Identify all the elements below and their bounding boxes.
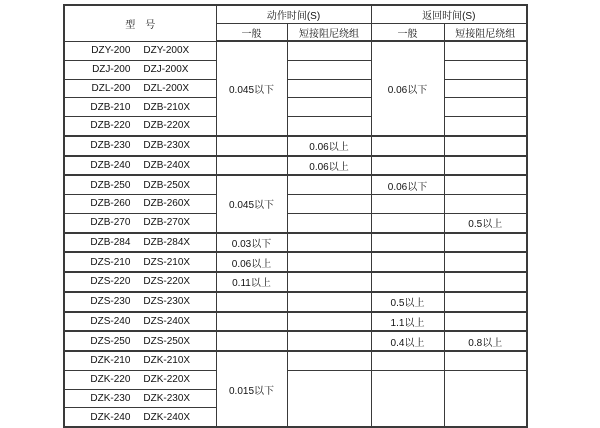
model-cell (64, 60, 216, 79)
return-damped-cell (444, 98, 527, 117)
model-name-x: DZB-230X (143, 140, 191, 152)
model-name-x: DZK-210X (143, 355, 191, 367)
header-return-time: 返回时间(S) (371, 5, 527, 24)
model-name: DZB-220 (90, 120, 131, 132)
action-damped-cell (287, 312, 371, 332)
table-row (64, 331, 527, 351)
action-general-cell (216, 292, 287, 312)
table-row (64, 195, 527, 214)
model-cell (64, 252, 216, 272)
model-name: DZB-270 (90, 217, 131, 229)
model-cell (64, 195, 216, 214)
model-name: DZK-240 (90, 411, 131, 423)
action-damped-cell (287, 233, 371, 253)
return-general-cell (371, 136, 444, 156)
return-damped-cell (444, 351, 527, 370)
model-name-x: DZY-200X (143, 45, 190, 57)
action-damped-cell: 0.06以上 (287, 156, 371, 176)
model-cell (64, 156, 216, 176)
action-damped-cell (287, 252, 371, 272)
action-general-cell: 0.11以上 (216, 272, 287, 292)
return-damped-cell (444, 272, 527, 292)
table-row (64, 213, 527, 232)
model-name-x: DZK-240X (143, 411, 191, 423)
table-row (64, 136, 527, 156)
return-damped-cell (444, 41, 527, 60)
model-name-x: DZB-210X (143, 101, 191, 113)
model-name-x: DZS-230X (143, 296, 191, 308)
model-name: DZB-230 (90, 140, 131, 152)
return-general-cell: 0.4以上 (371, 331, 444, 351)
return-damped-cell: 0.5以上 (444, 213, 527, 232)
model-name: DZB-250 (90, 179, 131, 191)
model-name-x: DZB-260X (143, 198, 191, 210)
header-return-damped: 短接阻尼绕组 (444, 24, 527, 42)
model-name-x: DZK-220X (143, 374, 191, 386)
model-cell (64, 370, 216, 389)
action-damped-cell (287, 370, 371, 427)
model-cell (64, 136, 216, 156)
model-name: DZS-230 (90, 296, 131, 308)
model-name: DZS-220 (90, 276, 131, 288)
table-row (64, 41, 527, 60)
model-cell (64, 233, 216, 253)
model-name-x: DZS-250X (143, 335, 191, 347)
action-general-cell (216, 312, 287, 332)
model-name: DZK-220 (90, 374, 131, 386)
header-return-general: 一般 (371, 24, 444, 42)
model-name: DZY-200 (91, 45, 131, 57)
return-general-cell: 0.5以上 (371, 292, 444, 312)
return-damped-cell (444, 117, 527, 136)
table-row (64, 79, 527, 98)
action-damped-cell (287, 41, 371, 60)
return-damped-cell (444, 156, 527, 176)
return-general-cell (371, 195, 444, 214)
model-name-x: DZS-220X (143, 276, 191, 288)
model-cell (64, 79, 216, 98)
return-general-cell: 0.06以下 (371, 175, 444, 194)
table-row (64, 370, 527, 389)
action-damped-cell: 0.06以上 (287, 136, 371, 156)
action-general-cell: 0.045以下 (216, 175, 287, 232)
return-damped-cell (444, 370, 527, 427)
model-name-x: DZS-240X (143, 315, 191, 327)
model-cell (64, 117, 216, 136)
model-name-x: DZL-200X (143, 82, 189, 94)
action-damped-cell (287, 79, 371, 98)
table-row (64, 60, 527, 79)
table-row (64, 233, 527, 253)
action-damped-cell (287, 272, 371, 292)
action-damped-cell (287, 98, 371, 117)
model-name: DZB-240 (90, 159, 131, 171)
return-damped-cell (444, 60, 527, 79)
return-damped-cell (444, 175, 527, 194)
model-name: DZJ-200 (92, 64, 131, 76)
header-action-general: 一般 (216, 24, 287, 42)
model-cell (64, 389, 216, 408)
return-general-cell (371, 351, 444, 370)
model-name: DZS-240 (90, 315, 131, 327)
model-name-x: DZB-250X (143, 179, 191, 191)
return-general-cell (371, 370, 444, 427)
action-damped-cell (287, 175, 371, 194)
action-damped-cell (287, 60, 371, 79)
table-row (64, 156, 527, 176)
action-general-cell: 0.015以下 (216, 351, 287, 427)
table-row (64, 272, 527, 292)
table-row (64, 98, 527, 117)
model-name-x: DZB-270X (143, 217, 191, 229)
table-row (64, 351, 527, 370)
model-cell (64, 272, 216, 292)
action-damped-cell (287, 331, 371, 351)
model-name: DZK-210 (90, 355, 131, 367)
return-general-cell (371, 233, 444, 253)
action-general-cell (216, 136, 287, 156)
return-general-cell: 0.06以下 (371, 41, 444, 136)
table-row (64, 292, 527, 312)
action-damped-cell (287, 351, 371, 370)
model-name: DZB-210 (90, 101, 131, 113)
model-cell (64, 408, 216, 427)
return-damped-cell (444, 195, 527, 214)
action-general-cell: 0.03以下 (216, 233, 287, 253)
model-name-x: DZJ-200X (143, 64, 189, 76)
model-name-x: DZB-220X (143, 120, 191, 132)
return-general-cell (371, 213, 444, 232)
model-name: DZS-210 (90, 256, 131, 268)
header-action-damped: 短接阻尼绕组 (287, 24, 371, 42)
spec-table (63, 4, 528, 428)
model-cell (64, 175, 216, 194)
return-general-cell (371, 156, 444, 176)
header-row-groups (64, 5, 527, 24)
return-general-cell (371, 252, 444, 272)
return-damped-cell (444, 233, 527, 253)
return-damped-cell: 0.8以上 (444, 331, 527, 351)
return-damped-cell (444, 252, 527, 272)
model-cell (64, 213, 216, 232)
header-action-time: 动作时间(S) (216, 5, 371, 24)
table-row (64, 117, 527, 136)
return-general-cell (371, 272, 444, 292)
model-name: DZB-284 (90, 236, 131, 248)
action-general-cell: 0.045以下 (216, 41, 287, 136)
model-cell (64, 41, 216, 60)
model-name-x: DZB-240X (143, 159, 191, 171)
table-row (64, 312, 527, 332)
model-cell (64, 292, 216, 312)
action-damped-cell (287, 195, 371, 214)
action-general-cell (216, 331, 287, 351)
model-cell (64, 331, 216, 351)
model-cell (64, 312, 216, 332)
action-damped-cell (287, 292, 371, 312)
action-damped-cell (287, 117, 371, 136)
header-model: 型 号 (64, 5, 216, 41)
table-row (64, 252, 527, 272)
model-name: DZL-200 (91, 82, 131, 94)
return-damped-cell (444, 292, 527, 312)
model-cell (64, 351, 216, 370)
model-name: DZK-230 (90, 392, 131, 404)
return-damped-cell (444, 79, 527, 98)
model-cell (64, 98, 216, 117)
action-general-cell: 0.06以上 (216, 252, 287, 272)
model-name-x: DZS-210X (143, 256, 191, 268)
action-damped-cell (287, 213, 371, 232)
return-general-cell: 1.1以上 (371, 312, 444, 332)
return-damped-cell (444, 136, 527, 156)
model-name-x: DZB-284X (143, 236, 191, 248)
model-name: DZS-250 (90, 335, 131, 347)
return-damped-cell (444, 312, 527, 332)
table-row (64, 175, 527, 194)
model-name-x: DZK-230X (143, 392, 191, 404)
model-name: DZB-260 (90, 198, 131, 210)
action-general-cell (216, 156, 287, 176)
